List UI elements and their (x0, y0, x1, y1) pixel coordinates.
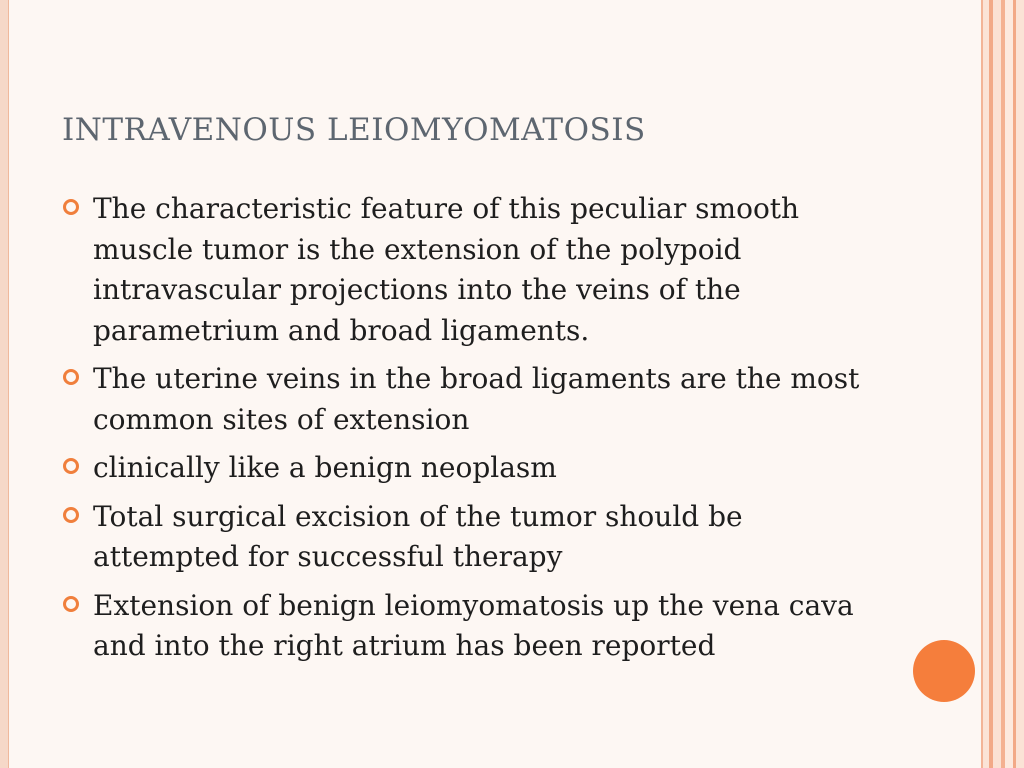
bullet-item (62, 448, 882, 489)
hollow-circle-bullet-icon (63, 458, 79, 474)
right-stripe-decoration (1016, 0, 1024, 768)
left-border-decoration (0, 0, 8, 768)
hollow-circle-bullet-icon (63, 507, 79, 523)
bullet-text: The uterine veins in the broad ligaments are the most common sites of extension (93, 362, 860, 436)
bullet-text: clinically like a benign neoplasm (93, 451, 557, 484)
bullet-list (62, 189, 882, 675)
bullet-text: Extension of benign leiomyomatosis up the vena cava and into the right atrium has been reported (93, 588, 854, 662)
bullet-item (62, 586, 882, 667)
orange-circle-decoration (913, 640, 975, 702)
right-stripe-decoration (993, 0, 1001, 768)
hollow-circle-bullet-icon (63, 369, 79, 385)
bullet-text: Total surgical excision of the tumor should be attempted for successful therapy (93, 499, 743, 573)
slide-title: INTRAVENOUS LEIOMYOMATOSIS (62, 112, 646, 148)
bullet-item (62, 359, 882, 440)
bullet-item (62, 497, 882, 578)
hollow-circle-bullet-icon (63, 199, 79, 215)
right-stripe-decoration (1005, 0, 1013, 768)
hollow-circle-bullet-icon (63, 596, 79, 612)
bullet-item (62, 189, 882, 351)
bullet-text: The characteristic feature of this peculiar smooth muscle tumor is the extension of the polypoid intravascular projections into the veins of the parametrium and broad ligaments. (93, 192, 800, 347)
